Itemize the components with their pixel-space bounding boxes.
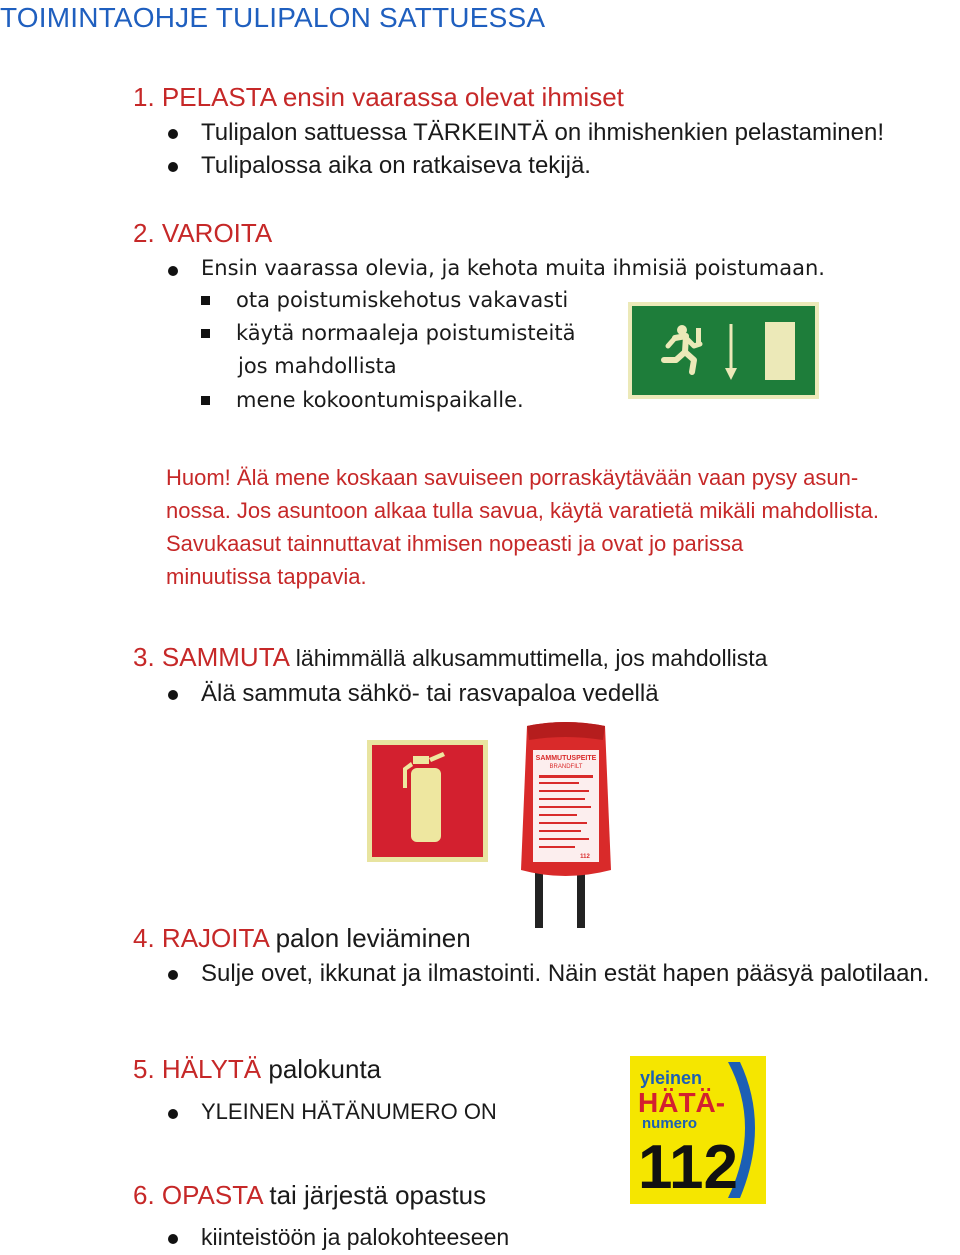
section-5-heading — [133, 1054, 381, 1085]
section-4-bullet: Sulje ovet, ikkunat ja ilmastointi. Näin estät hapen pääsyä palotilaan. — [201, 960, 930, 987]
section-2-sub-3: mene kokoontumispaikalle. — [236, 388, 524, 412]
section-6-number: 6. — [133, 1180, 155, 1210]
sign-number-112: 112 — [638, 1133, 739, 1202]
section-4-number: 4. — [133, 923, 155, 953]
section-6-heading — [133, 1180, 486, 1211]
bullet-dot — [168, 129, 178, 139]
page-title: TOIMINTAOHJE TULIPALON SATTUESSA — [0, 2, 546, 33]
section-2-sub-1: ota poistumiskehotus vakavasti — [236, 288, 569, 312]
section-6-subtitle: tai järjestä opastus — [269, 1180, 487, 1210]
blanket-label-1: SAMMUTUSPEITE — [535, 755, 597, 762]
emergency-number-112-sign — [630, 1056, 766, 1204]
section-5-number: 5. — [133, 1054, 155, 1084]
warning-note-line-3: Savukaasut tainnuttavat ihmisen nopeasti ja ovat jo parissa — [166, 531, 744, 556]
section-6-title: OPASTA — [161, 1180, 263, 1210]
square-bullet — [201, 329, 210, 338]
fire-extinguisher-sign — [367, 740, 488, 862]
section-5-subtitle: palokunta — [268, 1054, 382, 1084]
warning-note-line-4: minuutissa tappavia. — [166, 564, 367, 589]
section-1-number: 1. — [133, 82, 155, 112]
bullet-dot — [168, 690, 178, 700]
sign-label-numero: numero — [642, 1115, 698, 1132]
bullet-dot — [168, 970, 178, 980]
bullet-dot — [168, 1109, 178, 1119]
section-1-title: PELASTA ensin vaarassa olevat ihmiset — [161, 82, 624, 112]
fire-blanket-image — [515, 720, 615, 930]
section-6-bullet: kiinteistöön ja palokohteeseen — [201, 1224, 510, 1250]
section-1-bullet-2: Tulipalossa aika on ratkaiseva tekijä. — [201, 152, 591, 179]
warning-note-line-1: Huom! Älä mene koskaan savuiseen porraskäytävään vaan pysy asun- — [166, 465, 859, 490]
square-bullet — [201, 296, 210, 305]
section-2-number: 2. — [133, 218, 155, 248]
section-4-title: RAJOITA — [161, 923, 269, 953]
section-2-sub-2: käytä normaaleja poistumisteitä — [236, 321, 576, 345]
sign-label-hata: HÄTÄ- — [638, 1087, 726, 1118]
sign-label-yleinen: yleinen — [640, 1068, 703, 1088]
bullet-dot — [168, 1234, 178, 1244]
section-3-bullet: Älä sammuta sähkö- tai rasvapaloa vedellä — [201, 680, 659, 707]
section-2-sub-2-cont: jos mahdollista — [238, 354, 397, 378]
section-5-bullet: YLEINEN HÄTÄNUMERO ON — [201, 1099, 497, 1124]
section-4-heading — [133, 923, 471, 954]
bullet-dot — [168, 162, 178, 172]
blanket-label-2: BRANDFILT — [549, 764, 583, 770]
section-3-heading — [133, 642, 767, 673]
exit-door-icon — [765, 322, 795, 380]
section-2-heading — [133, 218, 272, 249]
section-2-bullet: Ensin vaarassa olevia, ja kehota muita ihmisiä poistumaan. — [201, 256, 825, 280]
blanket-number: 112 — [580, 854, 590, 860]
bullet-dot — [168, 266, 178, 276]
square-bullet — [201, 396, 210, 405]
section-3-subtitle: lähimmällä alkusammuttimella, jos mahdollista — [295, 645, 768, 671]
section-3-title: SAMMUTA — [161, 642, 289, 672]
section-3-number: 3. — [133, 642, 155, 672]
section-5-title: HÄLYTÄ — [161, 1054, 262, 1084]
section-2-title: VAROITA — [161, 218, 273, 248]
section-1-bullet-1: Tulipalon sattuessa TÄRKEINTÄ on ihmishenkien pelastaminen! — [201, 119, 885, 146]
emergency-exit-sign — [628, 302, 819, 399]
warning-note-line-2: nossa. Jos asuntoon alkaa tulla savua, käytä varatietä mikäli mahdollista. — [166, 498, 879, 523]
section-4-subtitle: palon leviäminen — [275, 923, 471, 953]
section-1-heading — [133, 82, 624, 113]
